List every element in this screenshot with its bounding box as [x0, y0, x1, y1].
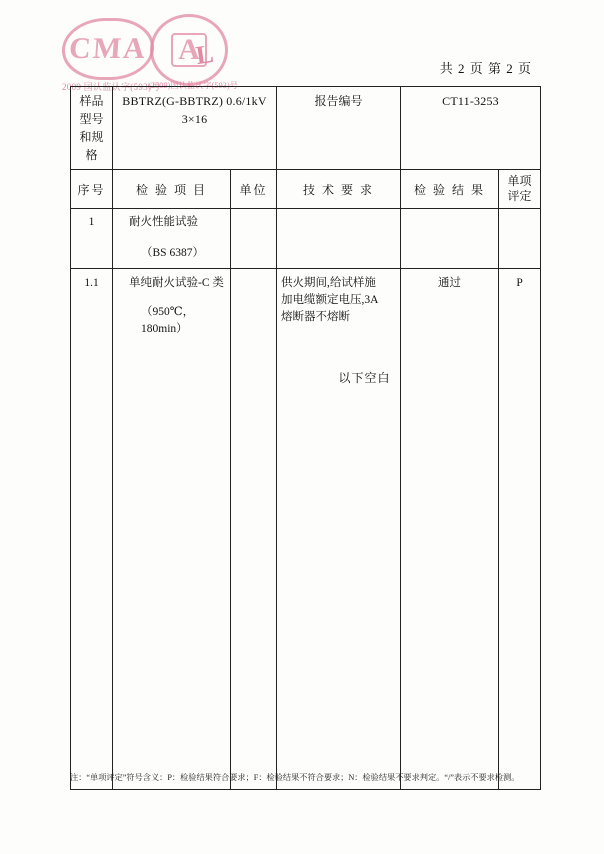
row-result [401, 209, 499, 269]
report-no-value: CT11-3253 [401, 87, 541, 170]
cma-seal-text: CMA [68, 32, 149, 65]
test-results-table [70, 86, 541, 790]
row-no: 1.1 [71, 268, 113, 789]
row-item: 单纯耐火试验-C 类 （950℃，180min） [113, 268, 231, 789]
sample-model-value: BBTRZ(G-BBTRZ) 0.6/1kV 3×16 [113, 87, 277, 170]
cal-seal-icon [150, 14, 228, 86]
cal-seal-tail-icon: L [193, 38, 216, 71]
row-requirement [277, 209, 401, 269]
seal-code-right: (2009)国认监认字(593)号 [148, 81, 239, 90]
table-column-header-row [71, 170, 541, 209]
sample-info-row [71, 87, 541, 170]
footnote: 注：“单项评定”符号含义：P：检验结果符合要求；F：检验结果不符合要求；N：检验结果不要求判定。“/”表示不要求检测。 [70, 773, 520, 782]
seal-code-left: 2009 国认监认字(593)号 [62, 82, 161, 92]
cma-seal-icon [60, 18, 156, 80]
blank-notice: 以下空白 [338, 371, 391, 386]
col-header-result: 检 验 结 果 [401, 170, 499, 209]
col-header-rating: 单项 评定 [499, 170, 541, 209]
report-no-label: 报告编号 [277, 87, 401, 170]
table-row [71, 209, 541, 269]
col-header-requirement: 技 术 要 求 [277, 170, 401, 209]
col-header-no: 序号 [71, 170, 113, 209]
table-row [71, 268, 541, 789]
row-no: 1 [71, 209, 113, 269]
row-item: 耐火性能试验 （BS 6387） [113, 209, 231, 269]
row-requirement: 供火期间,给试样施 加电缆额定电压,3A 熔断器不熔断 以下空白 [277, 268, 401, 789]
cal-seal-text: A [171, 33, 207, 67]
col-header-unit: 单位 [231, 170, 277, 209]
col-header-item: 检 验 项 目 [113, 170, 231, 209]
row-rating [499, 209, 541, 269]
row-result: 通过 [401, 268, 499, 789]
row-unit [231, 268, 277, 789]
page-indicator: 共 2 页 第 2 页 [439, 61, 532, 76]
row-unit [231, 209, 277, 269]
row-rating: P [499, 268, 541, 789]
sample-model-label: 样品型号 和规格 [71, 87, 113, 170]
